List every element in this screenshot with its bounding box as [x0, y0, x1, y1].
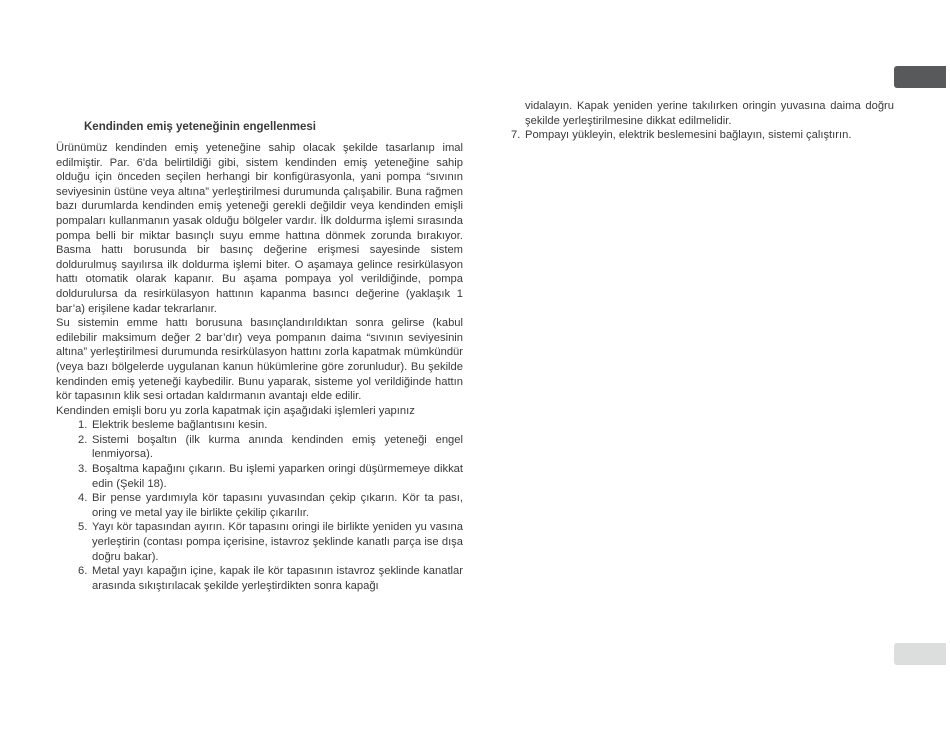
- step-item: [56, 418, 463, 433]
- paragraph-intro: Ürünümüz kendinden emiş yeteneğine sahip olacak şekilde tasarlanıp imal edilmiştir. Par. 6'da belirtildiği gibi, sistem kendinden emiş yeteneğine sahip olduğu için önceden seçilen herhangi bir konfigürasyonla, yani pompa “sıvının seviyesinin üstüne veya altına” yerleştirilmesi durumunda çalışabilir. Buna rağmen bazı durumlarda kendinden emiş yeteneği gerekli değildir veya kendinden emişli pompaları kullanmanın yasak olduğu bölgeler vardır. İlk doldurma işlemi sırasında pompa belli bir miktar basınçlı suyu emme hattına dönmek zorunda bırakıyor. Basma hattı borusunda bir basınç değerine erişmesi sayesinde sistem doldurulmuş sayılırsa ilk doldurma işlemi biter. O aşamaya gelince resirkülasyon hattı otomatik olarak kapanır. Bu aşama pompaya yol verildiğinde, pompa doldurulursa da resirkülasyon hattının kapanma basıncı değerine (yaklaşık 1 bar’a) erişilene kadar tekrarlanır.: [56, 142, 463, 315]
- step-number: 2.: [78, 433, 88, 446]
- step-number: 1.: [78, 419, 88, 432]
- step-item: [56, 491, 463, 520]
- step-item: [508, 128, 894, 143]
- left-column: [56, 141, 463, 593]
- step-item: [56, 433, 463, 462]
- step-item: [56, 462, 463, 491]
- step-number: 6.: [78, 565, 88, 578]
- section-heading: Kendinden emiş yeteneğinin engellenmesi: [84, 121, 316, 133]
- step-text: Elektrik besleme bağlantısını kesin.: [92, 419, 268, 432]
- steps-list: [56, 418, 463, 593]
- step-text: Boşaltma kapağını çıkarın. Bu işlemi yaparken oringi düşürmemeye dikkat edin (Şekil 18).: [92, 463, 463, 490]
- step-item: [56, 564, 463, 593]
- section-tab-light: [894, 643, 946, 665]
- paragraph-closing: Su sistemin emme hattı borusuna basınçlandırıldıktan sonra gelirse (kabul edilebilir maksimum değer 2 bar’dır) veya pompanın daima “sıvının seviyesinin altına” yerleştirilmesi durumunda resirkülasyon hattını zorla kapatmak mümkündür (veya bazı bölgelerde uygulanan kanun hükümlerine göre zorunludur). Bu şekilde kendinden emiş yeteneği kaybedilir. Bunu yaparak, sisteme yol verildiğinde hattın kör tapasının klik sesi ortadan kaldırmanın avantajı elde edilir.: [56, 317, 463, 403]
- step-item: [56, 520, 463, 564]
- step-number: 7.: [511, 129, 521, 142]
- step-text: Metal yayı kapağın içine, kapak ile kör tapasının istavroz şeklinde kanatlar arasında sıkıştırılacak şekilde yerleştirdikten sonra kapağı: [92, 565, 463, 592]
- section-tab-dark: [894, 66, 946, 88]
- step-6-continuation: vidalayın. Kapak yeniden yerine takılırken oringin yuvasına daima doğru şekilde yerleştirilmesine dikkat edilmelidir.: [525, 100, 894, 127]
- step-text: Pompayı yükleyin, elektrik beslemesini bağlayın, sistemi çalıştırın.: [525, 129, 852, 142]
- right-column: [508, 99, 894, 143]
- step-number: 5.: [78, 521, 88, 534]
- paragraph-steps-intro: Kendinden emişli boru yu zorla kapatmak için aşağıdaki işlemleri yapınız: [56, 404, 415, 417]
- step-number: 4.: [78, 492, 88, 505]
- step-text: Yayı kör tapasından ayırın. Kör tapasını oringi ile birlikte yeniden yu vasına yerleştirin (contası pompa içerisine, istavroz şeklinde kanatlı parça ise dışa doğru bakar).: [92, 521, 463, 563]
- step-text: Bir pense yardımıyla kör tapasını yuvasından çekip çıkarın. Kör ta pası, oring ve metal yay ile birlikte çekilip çıkarılır.: [92, 492, 463, 519]
- step-text: Sistemi boşaltın (ilk kurma anında kendinden emiş yeteneği engel lenmiyorsa).: [92, 433, 463, 461]
- step-number: 3.: [78, 463, 88, 476]
